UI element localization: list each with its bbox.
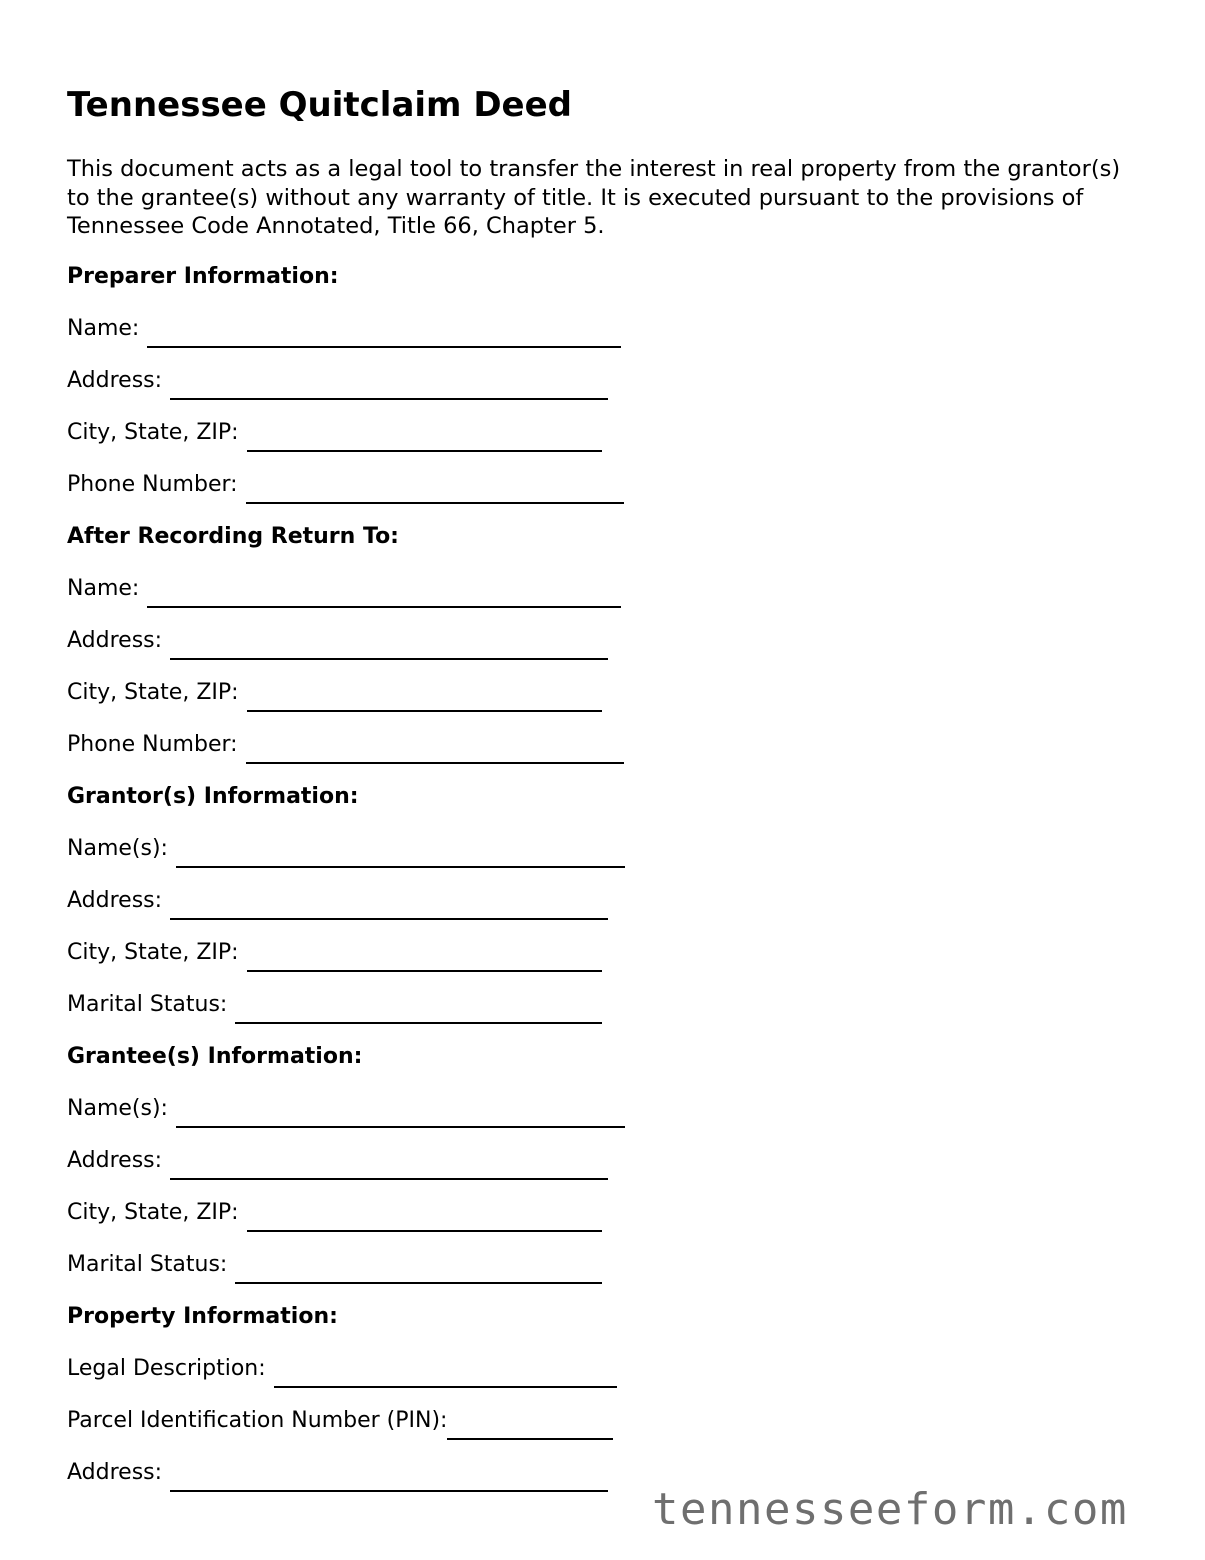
field-label: Address: — [67, 1148, 163, 1173]
grantor-marital-field — [67, 990, 1147, 1042]
field-label: City, State, ZIP: — [67, 940, 239, 965]
preparer-address-field — [67, 366, 1147, 418]
grantee-address-field — [67, 1146, 1147, 1198]
field-label: Marital Status: — [67, 1252, 228, 1277]
field-label: Address: — [67, 628, 163, 653]
preparer-phone-field — [67, 470, 1147, 522]
grantor-marital-blank[interactable] — [235, 994, 602, 1024]
grantor-name-field — [67, 834, 1147, 886]
preparer-name-blank[interactable] — [147, 318, 621, 348]
field-label: Name(s): — [67, 1096, 168, 1121]
field-label: Address: — [67, 888, 163, 913]
property-pin-field — [67, 1406, 1147, 1458]
watermark: tennesseeform.com — [652, 1484, 1128, 1535]
return-phone-field — [67, 730, 1147, 782]
preparer-address-blank[interactable] — [170, 370, 608, 400]
property-pin-blank[interactable] — [447, 1410, 613, 1440]
field-label: City, State, ZIP: — [67, 680, 239, 705]
field-label: Marital Status: — [67, 992, 228, 1017]
grantee-city-blank[interactable] — [247, 1202, 602, 1232]
field-label: City, State, ZIP: — [67, 1200, 239, 1225]
return-city-field — [67, 678, 1147, 730]
section-property-heading: Property Information: — [67, 1304, 338, 1329]
page-title: Tennessee Quitclaim Deed — [67, 85, 573, 125]
section-grantee-heading: Grantee(s) Information: — [67, 1044, 363, 1069]
field-label: Phone Number: — [67, 472, 238, 497]
return-address-field — [67, 626, 1147, 678]
field-label: Phone Number: — [67, 732, 238, 757]
grantor-name-blank[interactable] — [176, 838, 625, 868]
field-label: Address: — [67, 1460, 163, 1485]
section-grantor-heading: Grantor(s) Information: — [67, 784, 359, 809]
field-label: Name: — [67, 316, 140, 341]
grantor-address-blank[interactable] — [170, 890, 608, 920]
return-address-blank[interactable] — [170, 630, 608, 660]
grantee-city-field — [67, 1198, 1147, 1250]
grantee-name-field — [67, 1094, 1147, 1146]
grantee-marital-field — [67, 1250, 1147, 1302]
field-label: Name(s): — [67, 836, 168, 861]
field-label: Name: — [67, 576, 140, 601]
grantee-name-blank[interactable] — [176, 1098, 625, 1128]
intro-paragraph: This document acts as a legal tool to transfer the interest in real property from the grantor(s) to the grantee(s) without any warranty of title. It is executed pursuant to the provisions of Tennessee Code Annotated, Title 66, Chapter 5. — [67, 156, 1121, 239]
return-city-blank[interactable] — [247, 682, 602, 712]
field-label: Legal Description: — [67, 1356, 266, 1381]
section-preparer-heading: Preparer Information: — [67, 264, 339, 289]
grantee-marital-blank[interactable] — [235, 1254, 602, 1284]
property-legal-description-field — [67, 1354, 1147, 1406]
section-return-heading: After Recording Return To: — [67, 524, 399, 549]
return-name-blank[interactable] — [147, 578, 621, 608]
preparer-phone-blank[interactable] — [246, 474, 624, 504]
return-name-field — [67, 574, 1147, 626]
deed-form — [67, 262, 1147, 1510]
grantor-address-field — [67, 886, 1147, 938]
grantor-city-blank[interactable] — [247, 942, 602, 972]
preparer-city-blank[interactable] — [247, 422, 602, 452]
preparer-name-field — [67, 314, 1147, 366]
field-label: City, State, ZIP: — [67, 420, 239, 445]
property-address-blank[interactable] — [170, 1462, 608, 1492]
grantee-address-blank[interactable] — [170, 1150, 608, 1180]
property-legal-description-blank[interactable] — [274, 1358, 617, 1388]
field-label: Parcel Identification Number (PIN): — [67, 1408, 448, 1433]
preparer-city-field — [67, 418, 1147, 470]
grantor-city-field — [67, 938, 1147, 990]
return-phone-blank[interactable] — [246, 734, 624, 764]
field-label: Address: — [67, 368, 163, 393]
